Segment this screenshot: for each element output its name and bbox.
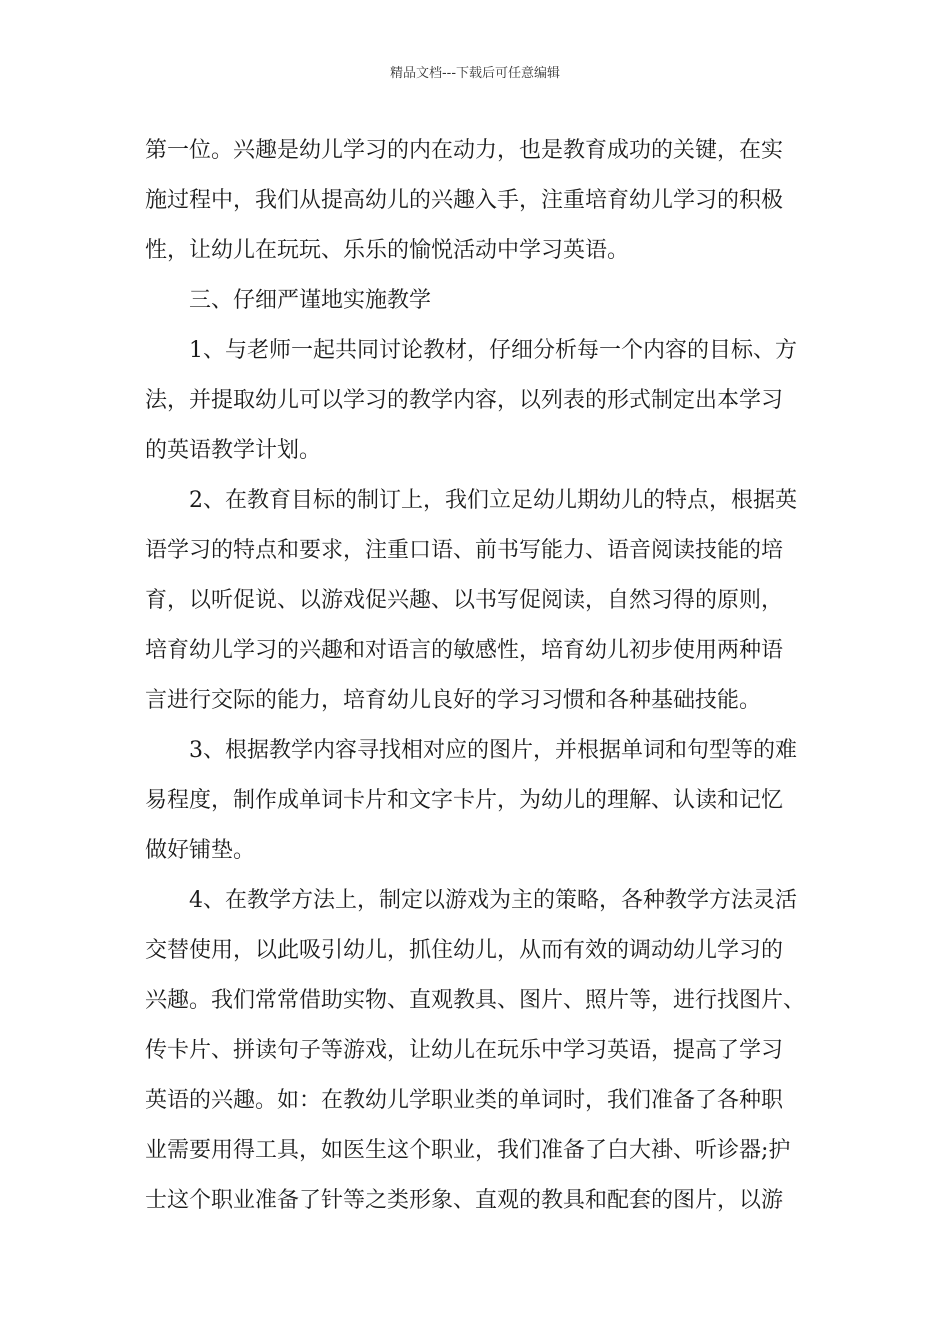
text-line: 第一位。兴趣是幼儿学习的内在动力，也是教育成功的关键，在实 xyxy=(145,138,784,163)
text-line: 交替使用，以此吸引幼儿，抓住幼儿，从而有效的调动幼儿学习的 xyxy=(145,938,784,963)
text-line: 语学习的特点和要求，注重口语、前书写能力、语音阅读技能的培 xyxy=(145,538,784,563)
text-line: 兴趣。我们常常借助实物、直观教具、图片、照片等，进行找图片、 xyxy=(145,988,806,1013)
text-line: 1、与老师一起共同讨论教材，仔细分析每一个内容的目标、方 xyxy=(189,338,797,363)
text-line: 4、在教学方法上，制定以游戏为主的策略，各种教学方法灵活 xyxy=(189,888,797,913)
text-line: 3、根据教学内容寻找相对应的图片，并根据单词和句型等的难 xyxy=(189,738,797,763)
page-header: 精品文档---下载后可任意编辑 xyxy=(389,66,561,81)
text-line: 言进行交际的能力，培育幼儿良好的学习习惯和各种基础技能。 xyxy=(145,688,762,713)
text-line: 施过程中，我们从提高幼儿的兴趣入手，注重培育幼儿学习的积极 xyxy=(145,188,784,213)
text-line: 育，以听促说、以游戏促兴趣、以书写促阅读，自然习得的原则， xyxy=(145,588,784,613)
text-line: 英语的兴趣。如：在教幼儿学职业类的单词时，我们准备了各种职 xyxy=(145,1088,784,1113)
document-body xyxy=(145,131,825,1231)
text-line: 的英语教学计划。 xyxy=(145,438,322,463)
text-line: 2、在教育目标的制订上，我们立足幼儿期幼儿的特点，根据英 xyxy=(189,488,797,513)
text-line: 传卡片、拼读句子等游戏，让幼儿在玩乐中学习英语，提高了学习 xyxy=(145,1038,784,1063)
text-line: 做好铺垫。 xyxy=(145,838,256,863)
text-line: 易程度，制作成单词卡片和文字卡片，为幼儿的理解、认读和记忆 xyxy=(145,788,784,813)
text-line: 性，让幼儿在玩玩、乐乐的愉悦活动中学习英语。 xyxy=(145,238,630,263)
section-heading: 三、仔细严谨地实施教学 xyxy=(189,288,432,313)
text-line: 培育幼儿学习的兴趣和对语言的敏感性，培育幼儿初步使用两种语 xyxy=(145,638,784,663)
text-line: 士这个职业准备了针等之类形象、直观的教具和配套的图片，以游 xyxy=(145,1188,784,1213)
text-line: 业需要用得工具，如医生这个职业，我们准备了白大褂、听诊器;护 xyxy=(145,1138,791,1163)
text-line: 法，并提取幼儿可以学习的教学内容，以列表的形式制定出本学习 xyxy=(145,388,784,413)
